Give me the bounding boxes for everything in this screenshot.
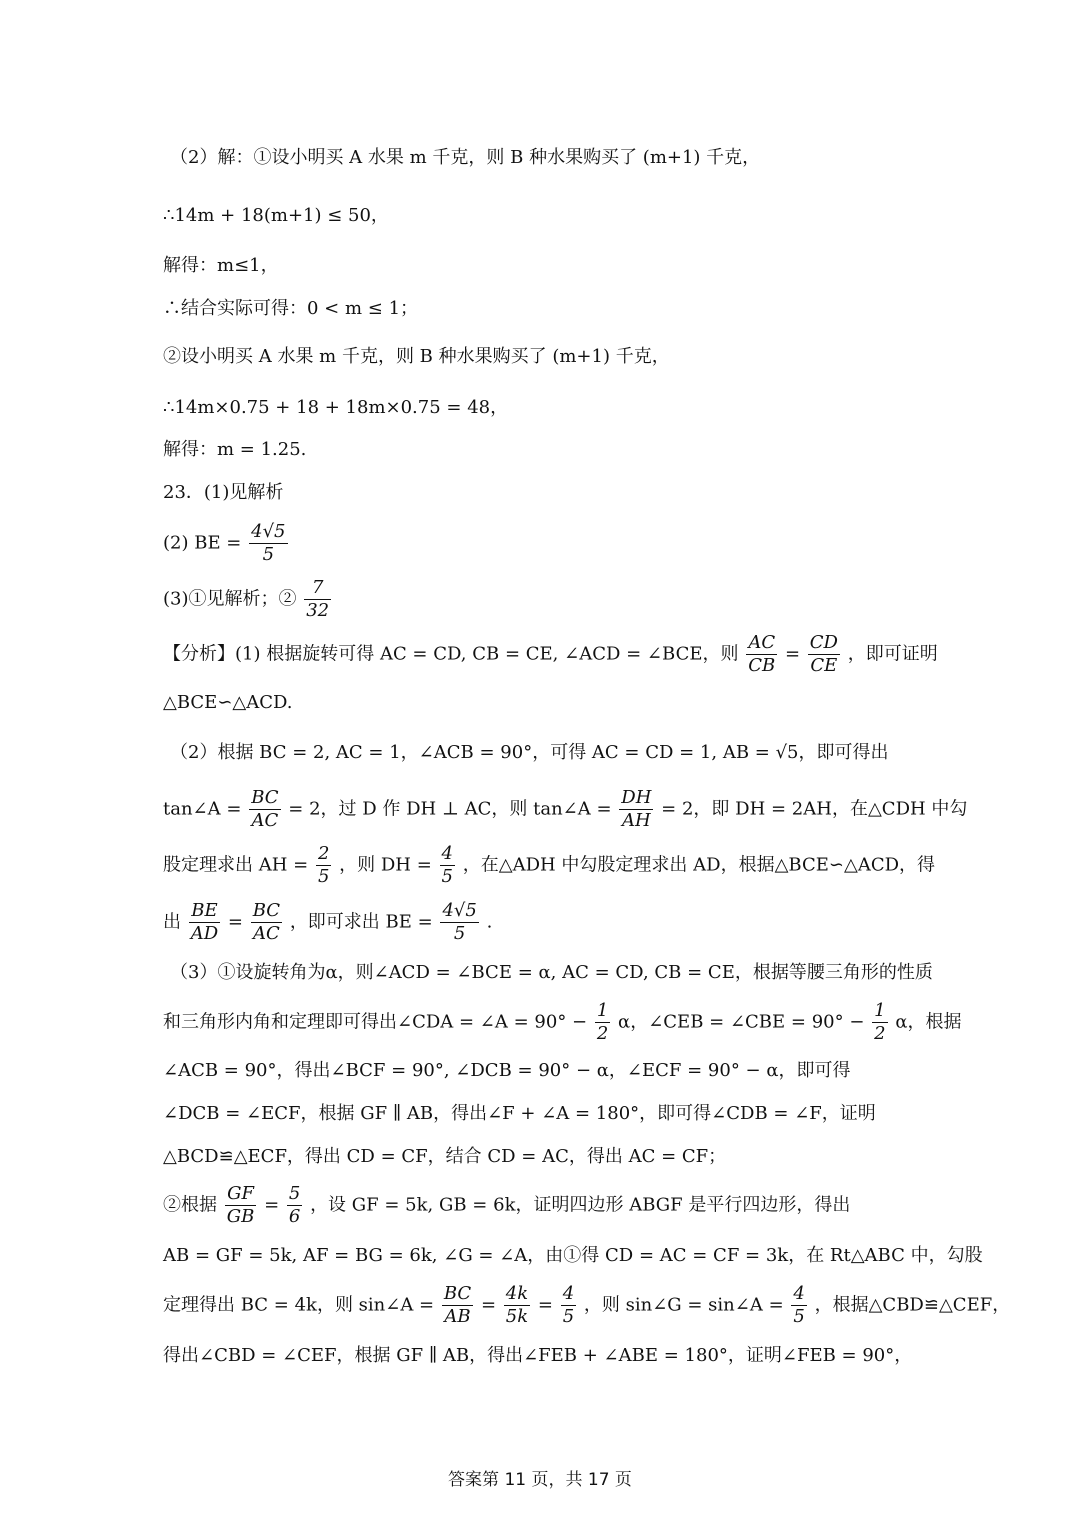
- fraction: $\frac{4k}{5k}$: [505, 1283, 529, 1327]
- fraction: $\frac{1}{2}$: [596, 1000, 609, 1044]
- answer-23-3-prefix: (3)①见解析；②: [163, 588, 297, 610]
- fraction: $\frac{GF}{GB}$: [226, 1183, 255, 1227]
- text-line: 定理得出 BC = 4k，则 sin∠A = $\frac{BC}{AB}$ = $\frac{4k}{5k}$ = $\frac{4}{5}$ ，则 sin∠G = sin∠A = $\frac{4}{5}$ ，根据△CBD≌△CEF，: [163, 1283, 1011, 1327]
- fraction: $\frac{4}{5}$: [793, 1283, 805, 1327]
- fraction: $\frac{AC}{CB}$: [748, 632, 776, 676]
- text-line: ∠DCB = ∠ECF，根据 GF ∥ AB，得出∠F + ∠A = 180°，即可得∠CDB = ∠F，证明: [163, 1103, 876, 1124]
- text-line: △BCE∽△ACD.: [163, 692, 293, 713]
- fraction: $\frac{7}{32}$: [306, 577, 330, 621]
- analysis-2: （2）根据 BC = 2, AC = 1，∠ACB = 90°，可得 AC = CD = 1, AB = √5，即可得出: [170, 742, 889, 763]
- answer-23-1: 23．(1)见解析: [163, 482, 284, 503]
- text-line: ∴结合实际可得：0 < m ≤ 1；: [163, 298, 419, 319]
- answer-23-3: [163, 577, 333, 622]
- text-line: ②设小明买 A 水果 m 千克，则 B 种水果购买了 (m+1) 千克，: [163, 346, 670, 367]
- text-line: 解得：m = 1.25.: [163, 439, 307, 460]
- fraction: $\frac{BC}{AB}$: [443, 1283, 472, 1327]
- text-line: ∴14m×0.75 + 18 + 18m×0.75 = 48，: [163, 397, 509, 418]
- text-line: 和三角形内角和定理即可得出∠CDA = ∠A = 90° − $\frac{1}{2}$ α，∠CEB = ∠CBE = 90° − $\frac{1}{2}$ α，根据: [163, 1000, 962, 1044]
- text-line: 解得：m≤1，: [163, 255, 279, 276]
- text-line: ②根据 $\frac{GF}{GB}$ = $\frac{5}{6}$ ，设 GF = 5k, GB = 6k，证明四边形 ABGF 是平行四边形，得出: [163, 1183, 851, 1227]
- fraction: $\frac{4√5}{5}$: [251, 521, 286, 565]
- text-line: 得出∠CBD = ∠CEF，根据 GF ∥ AB，得出∠FEB + ∠ABE = 180°，证明∠FEB = 90°，: [163, 1345, 913, 1366]
- page-footer: 答案第 11 页，共 17 页: [448, 1470, 632, 1490]
- text-line: 股定理求出 AH = $\frac{2}{5}$ ，则 DH = $\frac{4}{5}$ ，在△ADH 中勾股定理求出 AD，根据△BCE∽△ACD，得: [163, 843, 936, 887]
- fraction: $\frac{BC}{AC}$: [252, 900, 281, 944]
- fraction: $\frac{BE}{AD}$: [190, 900, 219, 944]
- fraction: $\frac{1}{2}$: [874, 1000, 886, 1044]
- fraction: $\frac{4}{5}$: [562, 1283, 575, 1327]
- analysis-3: （3）①设旋转角为α，则∠ACD = ∠BCE = α, AC = CD, CB = CE，根据等腰三角形的性质: [170, 962, 933, 983]
- fraction: $\frac{2}{5}$: [317, 843, 330, 887]
- fraction: $\frac{DH}{AH}$: [621, 787, 652, 831]
- text-line: ∴14m + 18(m+1) ≤ 50，: [163, 205, 389, 226]
- answer-23-2: [163, 521, 290, 566]
- text-line: AB = GF = 5k, AF = BG = 6k, ∠G = ∠A，由①得 CD = AC = CF = 3k，在 Rt△ABC 中，勾股: [163, 1245, 983, 1266]
- fraction: $\frac{4√5}{5}$: [442, 900, 477, 944]
- fraction: $\frac{BC}{AC}$: [251, 787, 279, 831]
- fraction: $\frac{4}{5}$: [441, 843, 453, 887]
- fraction: $\frac{CD}{CE}$: [809, 632, 838, 676]
- text-line: △BCD≌△ECF，得出 CD = CF，结合 CD = AC，得出 AC = CF；: [163, 1146, 727, 1167]
- fraction: $\frac{5}{6}$: [288, 1183, 301, 1227]
- text-line: tan∠A = $\frac{BC}{AC}$ = 2，过 D 作 DH ⊥ AC，则 tan∠A = $\frac{DH}{AH}$ = 2，即 DH = 2AH，在△CDH 中勾: [163, 787, 968, 831]
- answer-23-2-prefix: (2) BE =: [163, 532, 242, 554]
- analysis-1: 【分析】(1) 根据旋转可得 AC = CD, CB = CE, ∠ACD = ∠BCE，则 $\frac{AC}{CB}$ = $\frac{CD}{CE}$ ，即可证明: [163, 632, 938, 676]
- text-line: （2）解：①设小明买 A 水果 m 千克，则 B 种水果购买了 (m+1) 千克，: [170, 147, 761, 168]
- text-line: 出 $\frac{BE}{AD}$ = $\frac{BC}{AC}$ ，即可求出 BE = $\frac{4√5}{5}$ .: [163, 900, 493, 944]
- text-line: ∠ACB = 90°，得出∠BCF = 90°, ∠DCB = 90° − α，∠ECF = 90° − α，即可得: [163, 1060, 851, 1081]
